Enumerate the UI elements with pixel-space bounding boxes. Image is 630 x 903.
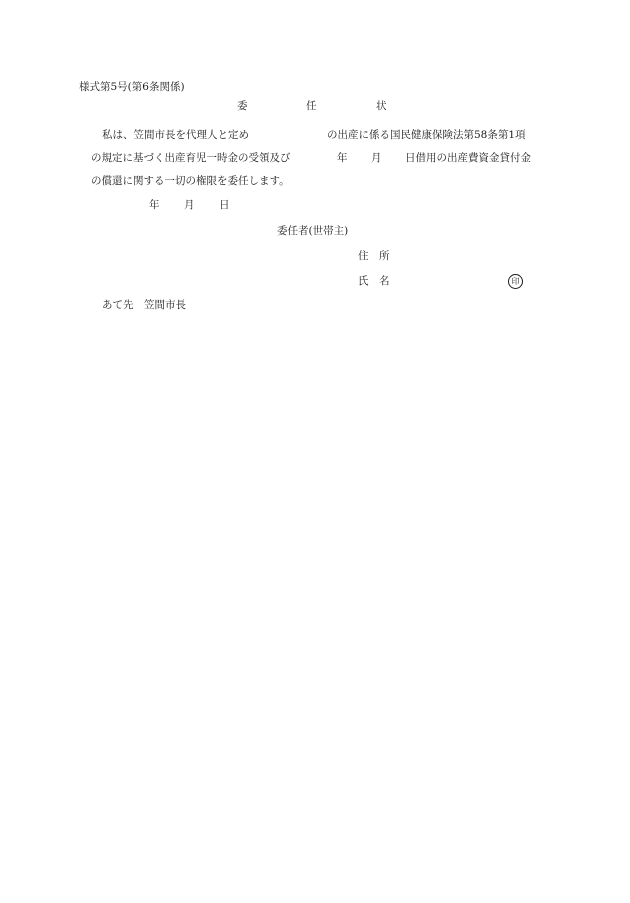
title-char-3: 状 [376,100,387,112]
body-line-2-year: 年 [337,152,348,164]
body-line-3: の償還に関する一切の権限を委任します。 [91,175,290,187]
date-day: 日 [219,199,230,211]
date-year: 年 [149,199,160,211]
address-label: 住 所 [358,250,390,262]
body-line-2c: 日借用の出産費資金貸付金 [405,152,531,164]
body-line-1a: 私は、笠間市長を代理人と定め [102,129,249,141]
date-month: 月 [184,199,195,211]
seal-mark: 印 [508,274,523,289]
title-char-1: 委 [237,100,248,112]
body-line-1b: の出産に係る国民健康保険法第58条第1項 [327,129,526,141]
form-number: 様式第5号(第6条関係) [79,81,185,93]
body-line-2a: の規定に基づく出産育児一時金の受領及び [91,152,291,164]
name-label: 氏 名 [358,275,390,287]
body-line-2-month: 月 [371,152,382,164]
addressee: あて先 笠間市長 [102,299,186,311]
delegator-heading: 委任者(世帯主) [277,225,349,237]
title-char-2: 任 [306,100,317,112]
